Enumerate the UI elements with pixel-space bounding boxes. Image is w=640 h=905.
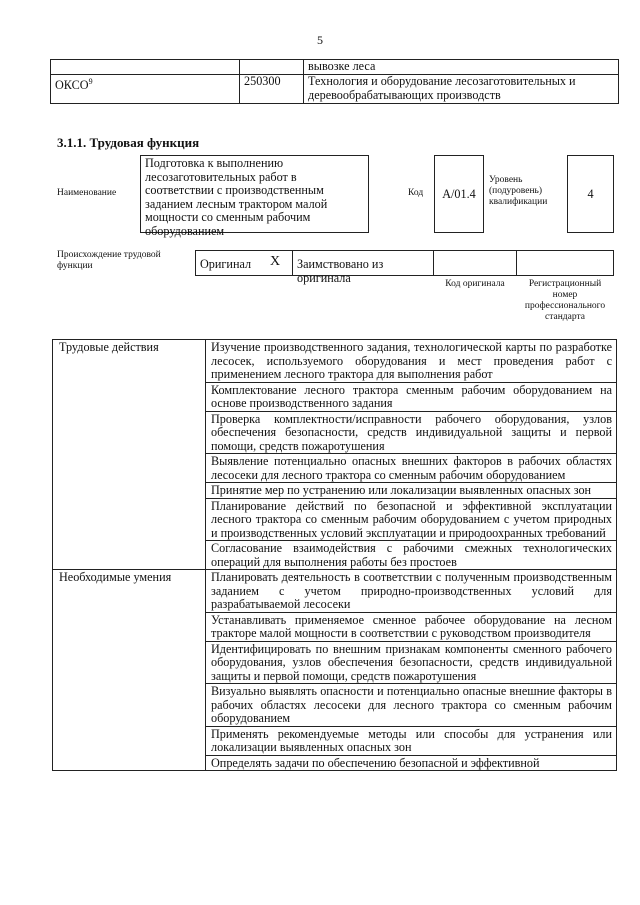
- table-cell: Комплектование лесного трактора сменным рабочим оборудованием на основе производственного задания: [206, 382, 617, 411]
- table-cell: Визуально выявлять опасности и потенциально опасные внешние факторы в рабочих областях лесосеки для лесного трактора со сменным рабочим оборудованием: [206, 684, 617, 727]
- section-label: Трудовые действия: [53, 340, 206, 570]
- table-cell: Определять задачи по обеспечению безопасной и эффективной: [206, 755, 617, 771]
- code-original-caption: Код оригинала: [445, 279, 505, 289]
- code-original-box: [433, 250, 517, 276]
- table-cell: Согласование взаимодействия с рабочими смежных технологических операций для выполнения работы без простоев: [206, 541, 617, 570]
- okso-label: ОКСО: [55, 78, 89, 93]
- table-row: [53, 570, 617, 613]
- table-cell: [51, 75, 240, 104]
- reg-number-box: [516, 250, 614, 276]
- original-mark: X: [270, 254, 281, 269]
- footnote-ref: 9: [88, 77, 93, 86]
- table-cell: Идентифицировать по внешним признакам компоненты сменного рабочего оборудования, узлов обеспечения безопасности, средств индивидуальной защиты и первой помощи, средств пожаротушения: [206, 641, 617, 684]
- table-cell: Планировать деятельность в соответствии с полученным производственным заданием с учетом природно-производственных условий для разрабатываемой лесосеки: [206, 570, 617, 613]
- table-cell: Проверка комплектности/исправности рабочего оборудования, узлов обеспечения безопасности, средств индивидуальной защиты и первой помощи, средств пожаротушения: [206, 411, 617, 454]
- borrowed-box: Заимствовано из оригинала: [292, 250, 434, 276]
- code-label: Код: [408, 188, 424, 198]
- table-row: [53, 340, 617, 383]
- table-row: [51, 60, 619, 75]
- original-box: [195, 250, 293, 276]
- table-cell: Принятие мер по устранению или локализации выявленных опасных зон: [206, 483, 617, 499]
- name-label: Наименование: [57, 188, 117, 198]
- main-table: [52, 339, 617, 771]
- table-cell: Применять рекомендуемые методы или способы для устранения или локализации выявленных опасных зон: [206, 726, 617, 755]
- function-name-box: Подготовка к выполнению лесозаготовительных работ в соответствии с производственным заданием лесным трактором малой мощности со сменным рабочим оборудованием: [140, 155, 369, 233]
- section-title: 3.1.1. Трудовая функция: [57, 135, 200, 150]
- table-cell: 250300: [240, 75, 304, 104]
- level-box: 4: [567, 155, 614, 233]
- table-cell: Выявление потенциально опасных внешних факторов в рабочих областях лесосеки для лесного трактора со сменным рабочим оборудованием: [206, 454, 617, 483]
- table-cell: [51, 60, 240, 75]
- level-label: Уровень (подуровень) квалификации: [489, 175, 548, 207]
- table-cell: вывозке леса: [304, 60, 619, 75]
- table-cell: Устанавливать применяемое сменное рабочее оборудование на лесном тракторе малой мощности в соответствии с руководством производителя: [206, 612, 617, 641]
- page-number: 5: [317, 33, 323, 47]
- table-cell: Планирование действий по безопасной и эффективной эксплуатации лесного трактора со сменным рабочим оборудованием с учетом природных и производственных условий эксплуатации и природоохранных требований: [206, 498, 617, 541]
- origin-label: Происхождение трудовой функции: [57, 250, 161, 271]
- table-row: [51, 75, 619, 104]
- section-label: Необходимые умения: [53, 570, 206, 771]
- original-label: Оригинал: [200, 257, 252, 271]
- table-cell: [240, 60, 304, 75]
- code-box: A/01.4: [434, 155, 484, 233]
- table-cell: Технология и оборудование лесозаготовительных и деревообрабатывающих производств: [304, 75, 619, 104]
- table-cell: Изучение производственного задания, технологической карты по разработке лесосек, используемого оборудования и мест проведения работ с применением лесного трактора для выполнения работ: [206, 340, 617, 383]
- reg-number-caption: Регистрационный номер профессионального стандарта: [524, 279, 606, 322]
- top-table: [50, 59, 619, 104]
